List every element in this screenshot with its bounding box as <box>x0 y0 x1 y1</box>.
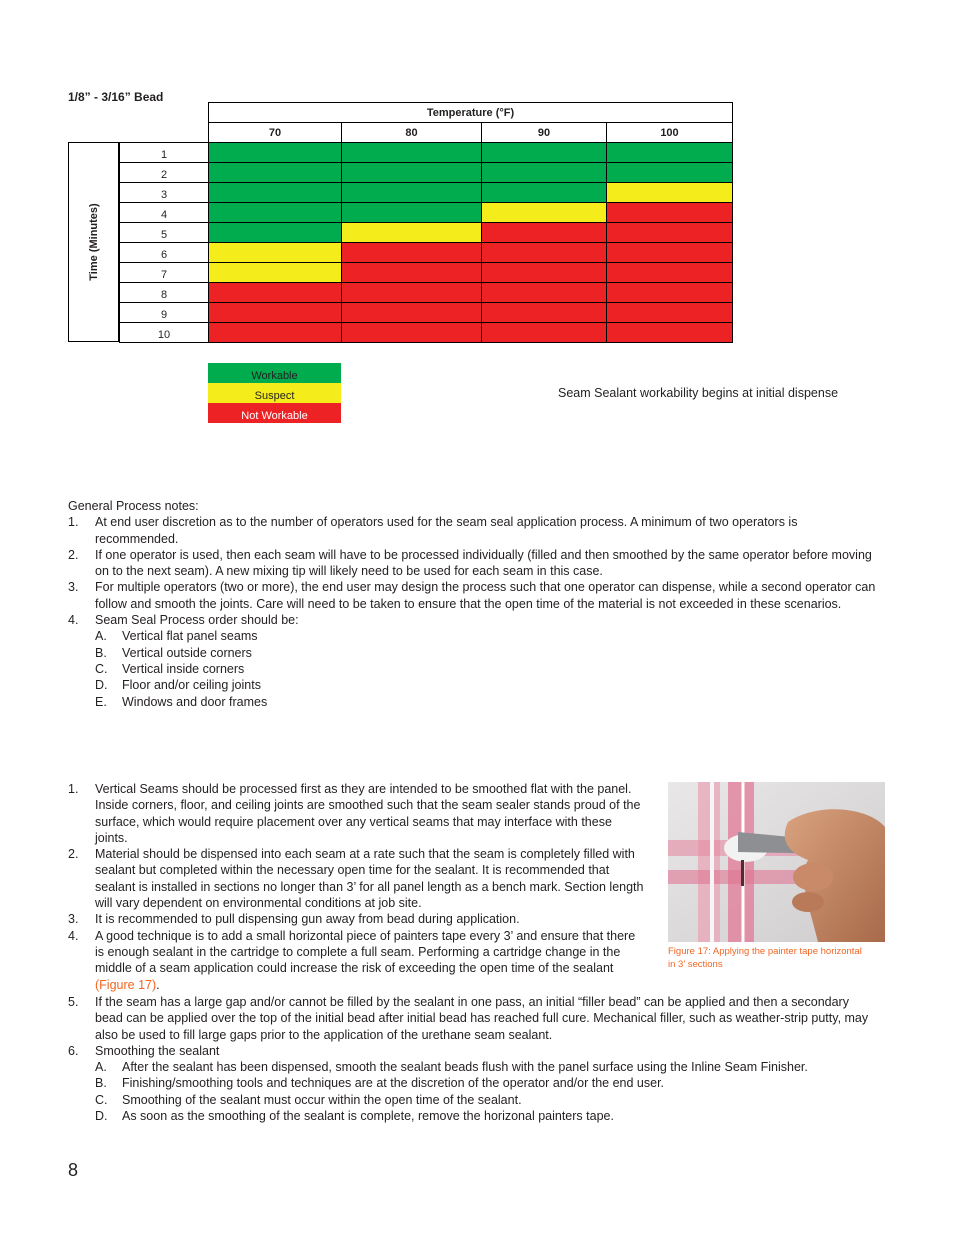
figure-17-photo <box>668 782 885 942</box>
heatmap-cell <box>481 162 607 183</box>
heatmap-cell <box>341 182 482 203</box>
heatmap-cell <box>606 202 733 223</box>
row-label: 9 <box>119 302 209 323</box>
heatmap-cell <box>341 302 482 323</box>
heatmap-cell <box>481 302 607 323</box>
general-notes-heading: General Process notes: <box>68 499 199 513</box>
list-item: 3. For multiple operators (two or more), the end user may design the process such that one operator can dispense, while a second operator can follow and smooth the joints. Care will need to be taken to ensure that the open time of the material is not exceeded in these scenarios. <box>68 580 876 611</box>
heatmap-cell <box>208 222 342 243</box>
heatmap-cell <box>341 222 482 243</box>
column-header: 90 <box>481 122 607 143</box>
row-label: 1 <box>119 142 209 163</box>
heatmap-cell <box>606 302 733 323</box>
legend-item: Not Workable <box>208 403 341 423</box>
column-header: 100 <box>606 122 733 143</box>
list-item: 1. At end user discretion as to the number of operators used for the seam seal application process. A minimum of two operators is recommended. <box>68 515 798 546</box>
column-header: 70 <box>208 122 342 143</box>
list-subitem: D. Floor and/or ceiling joints <box>95 678 261 693</box>
heatmap-cell <box>341 262 482 283</box>
heatmap-cell <box>208 202 342 223</box>
row-label: 3 <box>119 182 209 203</box>
list-subitem: A. Vertical flat panel seams <box>95 629 258 644</box>
list-item: 5. If the seam has a large gap and/or cannot be filled by the sealant in one pass, an initial “filler bead” can be applied and then a secondary bead can be applied over the top of the initial bead after initial bead has reached full cure. Mechanical filler, such as weather-strip putty, may also be used to fill large gaps prior to the application of the urethane seam sealant. <box>68 995 869 1042</box>
row-label: 10 <box>119 322 209 343</box>
row-label: 5 <box>119 222 209 243</box>
figure-caption: Figure 17: Applying the painter tape horizontal in 3’ sections <box>668 946 862 970</box>
heatmap-cell <box>481 202 607 223</box>
x-axis-label: Temperature (°F) <box>208 102 733 123</box>
heatmap-cell <box>208 162 342 183</box>
heatmap-cell <box>341 322 482 343</box>
list-subitem: C. Vertical inside corners <box>95 661 245 676</box>
list-item: 1. Vertical Seams should be processed first as they are intended to be smoothed flat with the panel. Inside corners, floor, and ceiling joints are smoothed such that the seam sealer stands proud of the surface, which would require placement over any vertical seams that may interface with these joints. <box>68 782 641 845</box>
list-item: 6. Smoothing the sealant <box>68 1043 220 1058</box>
heatmap-cell <box>208 182 342 203</box>
heatmap-cell <box>606 162 733 183</box>
row-label: 6 <box>119 242 209 263</box>
heatmap-cell <box>341 202 482 223</box>
list-item: 4. Seam Seal Process order should be: <box>68 613 299 628</box>
heatmap-cell <box>341 282 482 303</box>
heatmap-cell <box>208 142 342 163</box>
steps-wide <box>68 994 880 1124</box>
list-subitem: B. Finishing/smoothing tools and techniques are at the discretion of the operator and/or the end user. <box>95 1076 665 1091</box>
heatmap-cell <box>481 322 607 343</box>
heatmap-cell <box>208 242 342 263</box>
heatmap-cell <box>481 222 607 243</box>
list-item: 2. If one operator is used, then each seam will have to be processed individually (filled and then smoothed by the same operator before moving on to the next seam). A new mixing tip will likely need to be used for each seam in this case. <box>68 547 872 579</box>
list-subitem: D. As soon as the smoothing of the sealant is complete, remove the horizonal painters tape. <box>95 1109 614 1124</box>
legend-item: Suspect <box>208 383 341 403</box>
row-label: 4 <box>119 202 209 223</box>
heatmap-cell <box>208 322 342 343</box>
heatmap-cell <box>208 302 342 323</box>
heatmap-cell <box>606 142 733 163</box>
steps-narrow <box>68 781 646 993</box>
heatmap-cell <box>606 282 733 303</box>
heatmap-cell <box>481 182 607 203</box>
heatmap-cell <box>481 242 607 263</box>
heatmap-cell <box>341 162 482 183</box>
list-subitem: A. After the sealant has been dispensed, smooth the sealant beads flush with the panel surface using the Inline Seam Finisher. <box>95 1060 808 1075</box>
workability-note: Seam Sealant workability begins at initial dispense <box>558 386 839 400</box>
row-label: 8 <box>119 282 209 303</box>
heatmap-cell <box>208 282 342 303</box>
y-axis-label: Time (Minutes) <box>68 142 119 342</box>
list-item: 2. Material should be dispensed into each seam at a rate such that the seam is completely filled with sealant but completed within the necessary open time for the sealant. It is recommended that sealant is installed in sections no longer than 3’ for all panel length as a bench mark. Section length will vary dependent on environmental conditions at job site. <box>68 847 644 911</box>
column-header: 80 <box>341 122 482 143</box>
heatmap-cell <box>606 222 733 243</box>
heatmap-cell <box>606 242 733 263</box>
list-subitem: B. Vertical outside corners <box>95 645 252 660</box>
heatmap-cell <box>341 242 482 263</box>
row-label: 2 <box>119 162 209 183</box>
page-number: 8 <box>68 1160 79 1180</box>
list-subitem: E. Windows and door frames <box>95 694 268 709</box>
heatmap-cell <box>481 142 607 163</box>
row-label: 7 <box>119 262 209 283</box>
heatmap-cell <box>606 322 733 343</box>
heatmap-cell <box>481 282 607 303</box>
general-notes <box>68 498 878 710</box>
figure-reference-link[interactable]: (Figure 17) <box>95 977 157 992</box>
heatmap-cell <box>606 182 733 203</box>
list-subitem: C. Smoothing of the sealant must occur within the open time of the sealant. <box>95 1092 522 1107</box>
heatmap-cell <box>606 262 733 283</box>
legend-item: Workable <box>208 363 341 383</box>
heatmap-cell <box>208 262 342 283</box>
list-item: 3. It is recommended to pull dispensing gun away from bead during application. <box>68 912 520 927</box>
chart-title: 1/8” - 3/16” Bead <box>68 90 164 104</box>
list-item: 4. A good technique is to add a small horizontal piece of painters tape every 3’ and ensure that there is enough sealant in the cartridge to complete a full seam. Performing a cartridge change in the middle of a seam application could increase the risk of exceeding the open time of the sealant (Figure 17). <box>68 928 636 992</box>
heatmap-cell <box>481 262 607 283</box>
heatmap-cell <box>341 142 482 163</box>
